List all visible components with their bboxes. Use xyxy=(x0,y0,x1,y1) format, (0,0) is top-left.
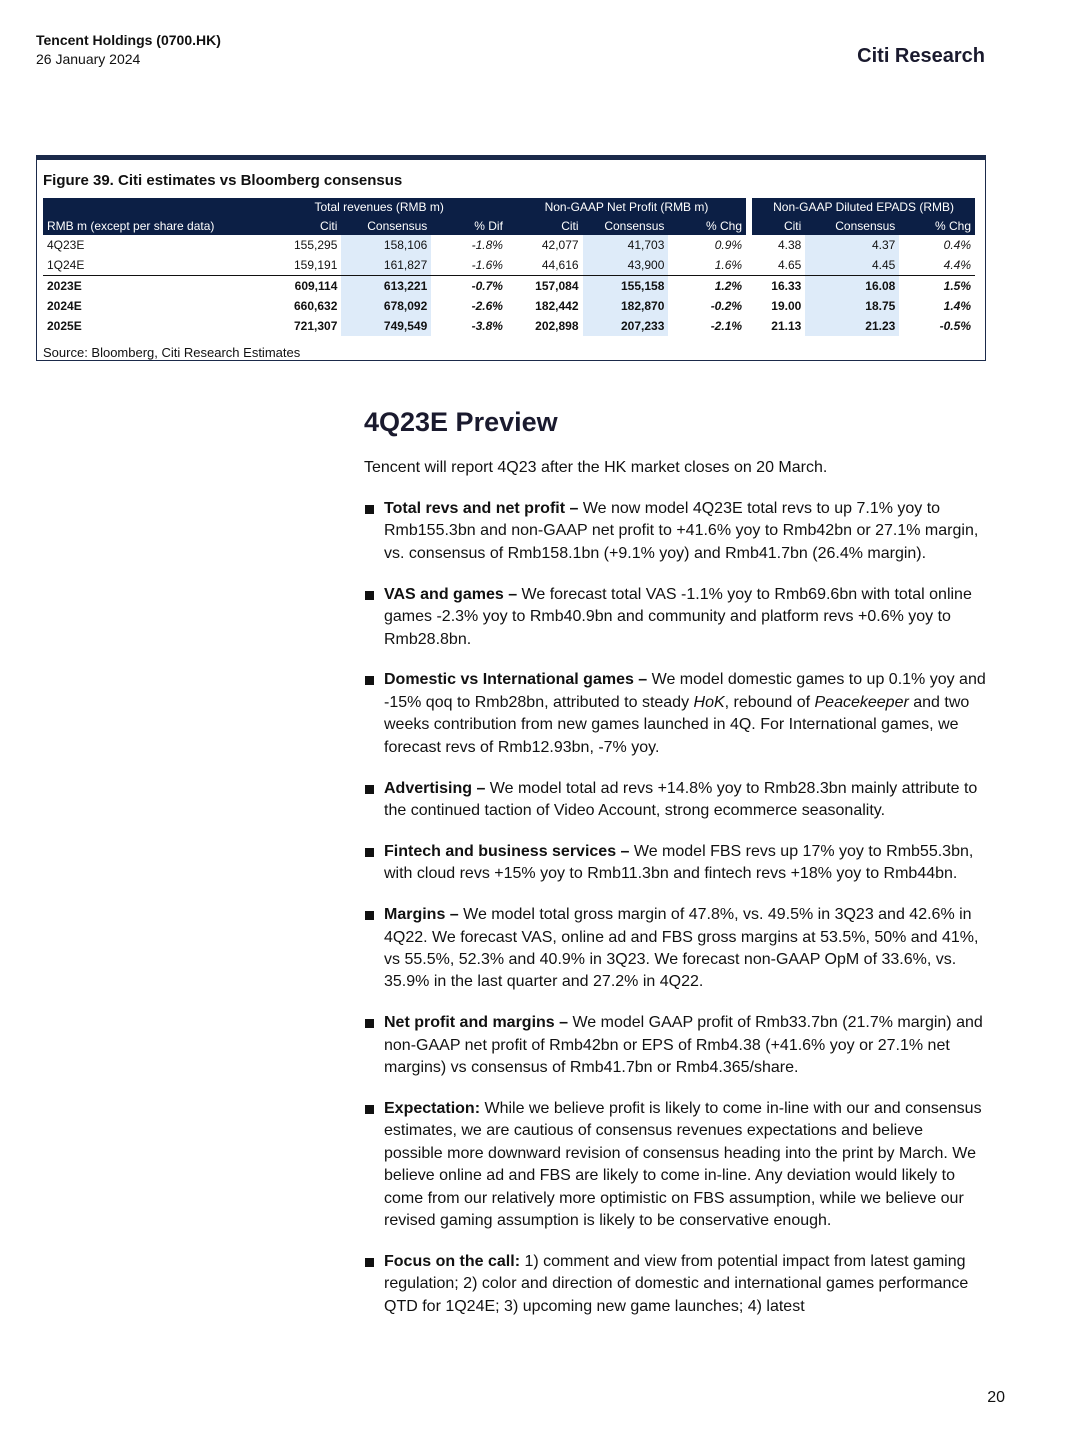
bullet-item: Net profit and margins – We model GAAP profit of Rmb33.7bn (21.7% margin) and non-GAAP net profit of Rmb42bn or EPS of Rmb4.38 (+41.6% yoy or 27.1% net margins) vs consensus of Rmb41.7bn or Rmb4.365/share. xyxy=(364,1012,986,1079)
pct-cell: 0.9% xyxy=(714,238,743,252)
pct-cell: -0.7% xyxy=(431,276,507,297)
consensus-cell: 18.75 xyxy=(805,296,899,316)
preview-bullets xyxy=(364,498,986,1337)
figure-source: Source: Bloomberg, Citi Research Estimates xyxy=(43,345,301,360)
pct-cell: 1.6% xyxy=(714,258,743,272)
bullet-item: Expectation: While we believe profit is likely to come in-line with our and consensus estimates, we are cautious of consensus revenues expectations and believe possible more downward revision of consensus heading into the print by March. We believe online ad and FBS are likely to come in-line. Any deviation would likely to come from our relatively more optimistic on FBS assumption, while we believe our revised gaming assumption is likely to be conservative enough. xyxy=(364,1098,986,1232)
report-date: 26 January 2024 xyxy=(36,51,141,67)
square-bullet-icon xyxy=(365,1105,374,1114)
citi-cell: 660,632 xyxy=(293,299,338,313)
citi-cell: 609,114 xyxy=(251,276,341,297)
bullet-item: Advertising – We model total ad revs +14.8% yoy to Rmb28.3bn mainly attribute to the continued taction of Video Account, strong ecommerce seasonality. xyxy=(364,778,986,823)
table-row xyxy=(43,255,975,276)
square-bullet-icon xyxy=(365,505,374,514)
section-intro: Tencent will report 4Q23 after the HK market closes on 20 March. xyxy=(364,459,828,476)
bullet-item: VAS and games – We forecast total VAS -1.1% yoy to Rmb69.6bn with total online games -2.3% yoy to Rmb40.9bn and community and platform revs +0.6% yoy to Rmb28.8bn. xyxy=(364,584,986,651)
consensus-cell: 4.45 xyxy=(805,255,899,276)
citi-cell: 159,191 xyxy=(293,258,338,272)
pct-cell: -2.6% xyxy=(471,299,503,313)
pct-cell: 4.4% xyxy=(943,258,971,272)
citi-cell: 157,084 xyxy=(507,276,583,297)
table-row xyxy=(43,276,975,297)
citi-cell: 21.13 xyxy=(771,319,802,333)
consensus-cell: 207,233 xyxy=(583,316,669,336)
col-header: % Chg xyxy=(668,216,746,235)
brand-name: Citi Research xyxy=(857,45,985,67)
section-title: 4Q23E Preview xyxy=(364,407,558,437)
square-bullet-icon xyxy=(365,1019,374,1028)
col-header: % Dif xyxy=(431,216,507,235)
square-bullet-icon xyxy=(365,848,374,857)
consensus-cell: 182,870 xyxy=(583,296,669,316)
citi-cell: 4.38 xyxy=(777,238,802,252)
pct-cell: -0.2% xyxy=(710,299,743,313)
consensus-cell: 41,703 xyxy=(583,235,669,255)
table-row xyxy=(43,316,975,336)
citi-cell: 182,442 xyxy=(535,299,579,313)
consensus-cell: 43,900 xyxy=(583,255,669,276)
row-label: 2023E xyxy=(43,276,251,297)
table-row xyxy=(43,296,975,316)
row-label-header: RMB m (except per share data) xyxy=(43,216,251,235)
bullet-item: Fintech and business services – We model FBS revs up 17% yoy to Rmb55.3bn, with cloud revs +15% yoy to Rmb11.3bn and fintech revs +18% yoy to Rmb44bn. xyxy=(364,841,986,886)
bullet-item: Total revs and net profit – We now model 4Q23E total revs to up 7.1% yoy to Rmb155.3bn and non-GAAP net profit to +41.6% yoy to Rmb42bn or 27.1% margin, vs. consensus of Rmb158.1bn (+9.1% yoy) and Rmb41.7bn (26.4% margin). xyxy=(364,498,986,565)
citi-cell: 721,307 xyxy=(293,319,338,333)
bullet-item: Domestic vs International games – We model domestic games to up 0.1% yoy and -15% qoq to Rmb28bn, attributed to steady HoK, rebound of Peacekeeper and two weeks contribution from new games launched in 4Q. For International games, we forecast revs of Rmb12.93bn, -7% yoy. xyxy=(364,669,986,759)
pct-cell: -1.6% xyxy=(471,258,503,272)
consensus-cell: 16.08 xyxy=(805,276,899,297)
pct-cell: 1.5% xyxy=(899,276,975,297)
square-bullet-icon xyxy=(365,1258,374,1267)
citi-cell: 42,077 xyxy=(541,238,579,252)
figure-39 xyxy=(36,155,986,361)
citi-cell: 19.00 xyxy=(771,299,802,313)
pct-cell: 1.2% xyxy=(668,276,746,297)
consensus-cell: 4.37 xyxy=(805,235,899,255)
citi-cell: 44,616 xyxy=(541,258,579,272)
row-label: 2024E xyxy=(47,299,82,313)
col-header: Citi xyxy=(752,216,805,235)
citi-cell: 16.33 xyxy=(752,276,805,297)
square-bullet-icon xyxy=(365,591,374,600)
company-name: Tencent Holdings (0700.HK) xyxy=(36,32,221,48)
consensus-cell: 155,158 xyxy=(583,276,669,297)
square-bullet-icon xyxy=(365,785,374,794)
col-header: Citi xyxy=(251,216,341,235)
consensus-cell: 161,827 xyxy=(341,255,431,276)
square-bullet-icon xyxy=(365,676,374,685)
col-header: Consensus xyxy=(805,216,899,235)
col-header: Consensus xyxy=(583,216,669,235)
consensus-cell: 749,549 xyxy=(341,316,431,336)
row-label: 1Q24E xyxy=(47,258,85,272)
consensus-cell: 158,106 xyxy=(341,235,431,255)
consensus-cell: 21.23 xyxy=(805,316,899,336)
square-bullet-icon xyxy=(365,911,374,920)
page-number: 20 xyxy=(987,1389,1005,1406)
col-header: Citi xyxy=(507,216,583,235)
figure-title: Figure 39. Citi estimates vs Bloomberg consensus xyxy=(43,172,403,189)
pct-cell: -3.8% xyxy=(471,319,503,333)
col-header: % Chg xyxy=(899,216,975,235)
row-label: 4Q23E xyxy=(47,238,85,252)
col-header: Consensus xyxy=(341,216,431,235)
group-header-blank xyxy=(43,198,251,216)
pct-cell: 1.4% xyxy=(943,299,971,313)
group-header-net-profit: Non-GAAP Net Profit (RMB m) xyxy=(507,198,746,216)
pct-cell: 0.4% xyxy=(943,238,971,252)
table-row xyxy=(43,235,975,255)
group-header-revenues: Total revenues (RMB m) xyxy=(251,198,506,216)
citi-cell: 202,898 xyxy=(535,319,579,333)
pct-cell: -0.5% xyxy=(939,319,971,333)
citi-cell: 4.65 xyxy=(777,258,802,272)
estimates-table xyxy=(43,198,975,336)
pct-cell: -1.8% xyxy=(471,238,503,252)
consensus-cell: 678,092 xyxy=(341,296,431,316)
consensus-cell: 613,221 xyxy=(341,276,431,297)
citi-cell: 155,295 xyxy=(293,238,338,252)
pct-cell: -2.1% xyxy=(710,319,743,333)
bullet-item: Focus on the call: 1) comment and view from potential impact from latest gaming regulation; 2) color and direction of domestic and international games performance QTD for 1Q24E; 3) upcoming new game launches; 4) latest xyxy=(364,1251,986,1318)
group-header-epads: Non-GAAP Diluted EPADS (RMB) xyxy=(752,198,975,216)
bullet-item: Margins – We model total gross margin of 47.8%, vs. 49.5% in 3Q23 and 42.6% in 4Q22. We forecast VAS, online ad and FBS gross margins at 53.5%, 50% and 41%, vs 55.5%, 52.3% and 40.9% in 3Q23. We forecast non-GAAP OpM of 33.6%, vs. 35.9% in the last quarter and 27.2% in 4Q22. xyxy=(364,904,986,994)
row-label: 2025E xyxy=(47,319,82,333)
